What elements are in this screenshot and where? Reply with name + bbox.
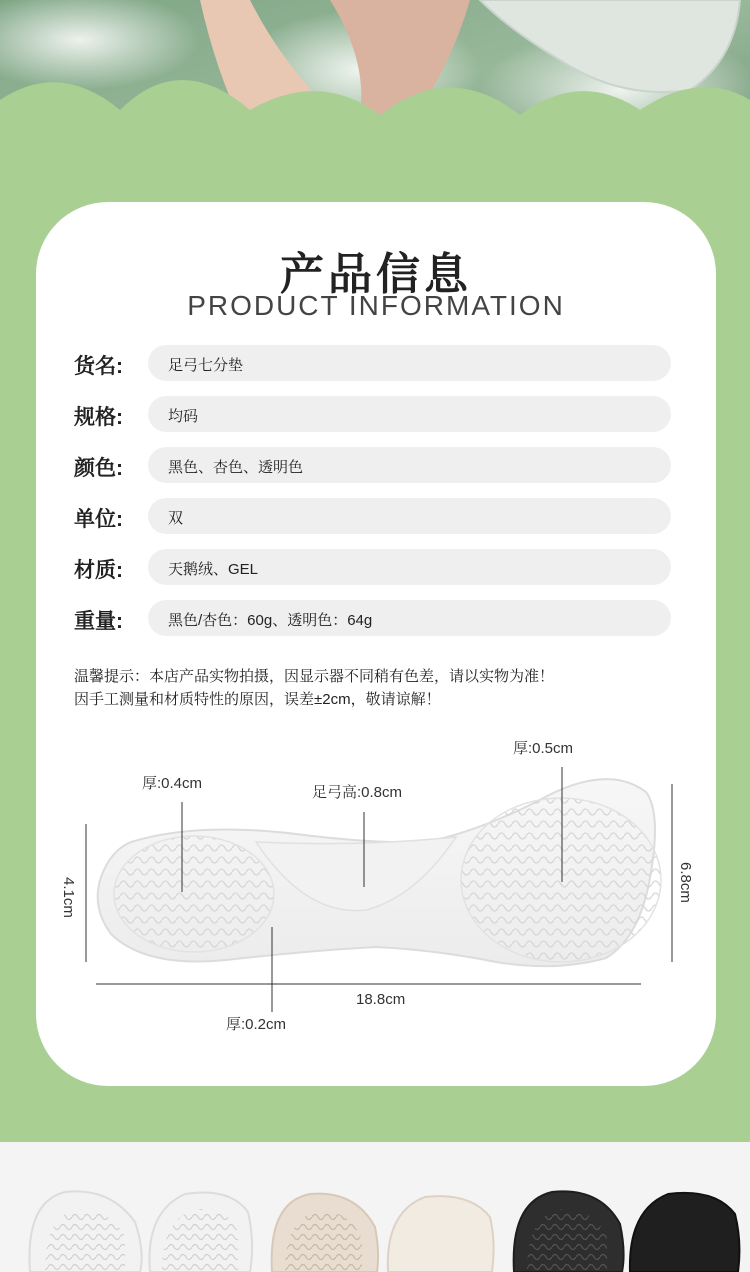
value-name: 足弓七分垫 bbox=[168, 357, 244, 374]
label-unit: 单位: bbox=[74, 508, 123, 531]
value-unit: 双 bbox=[168, 510, 184, 527]
page-subtitle: PRODUCT INFORMATION bbox=[187, 290, 565, 321]
label-thickness-heel: 厚:0.5cm bbox=[513, 740, 574, 757]
scallop-edge bbox=[0, 70, 750, 140]
value-pill-name bbox=[148, 345, 671, 381]
label-size: 规格: bbox=[74, 406, 123, 429]
label-material: 材质: bbox=[74, 559, 123, 582]
value-pill-material bbox=[148, 549, 671, 585]
label-thickness-front: 厚:0.4cm bbox=[142, 775, 203, 792]
apricot-variant bbox=[272, 1194, 494, 1272]
notice-line-1: 温馨提示：本店产品实物拍摄，因显示器不同稍有色差，请以实物为准！ bbox=[74, 668, 555, 685]
label-height-heel: 6.8cm bbox=[677, 862, 694, 903]
label-arch-height: 足弓高:0.8cm bbox=[312, 784, 403, 801]
product-info-card bbox=[36, 202, 716, 1086]
black-variant bbox=[514, 1191, 740, 1272]
label-length: 18.8cm bbox=[356, 991, 406, 1008]
heel-pad bbox=[461, 798, 661, 962]
value-material: 天鹅绒、GEL bbox=[168, 561, 259, 578]
value-weight: 黑色/杏色：60g、透明色：64g bbox=[168, 612, 373, 629]
value-pill-unit bbox=[148, 498, 671, 534]
value-pill-color bbox=[148, 447, 671, 483]
value-pill-weight bbox=[148, 600, 671, 636]
variant-preview-strip bbox=[0, 1142, 750, 1272]
page-title: 产品信息 bbox=[280, 250, 472, 299]
value-pill-size bbox=[148, 396, 671, 432]
label-color: 颜色: bbox=[74, 457, 123, 480]
label-thickness-mid: 厚:0.2cm bbox=[226, 1016, 287, 1033]
label-weight: 重量: bbox=[74, 610, 123, 633]
label-name: 货名: bbox=[74, 355, 123, 378]
notice-line-2: 因手工测量和材质特性的原因，误差±2cm，敬请谅解！ bbox=[74, 691, 441, 708]
clear-variant bbox=[29, 1191, 252, 1272]
insole-dimension-diagram bbox=[36, 722, 716, 1062]
value-color: 黑色、杏色、透明色 bbox=[168, 459, 304, 476]
front-pad bbox=[114, 836, 274, 952]
label-height-front: 4.1cm bbox=[60, 877, 77, 918]
value-size: 均码 bbox=[168, 408, 199, 425]
